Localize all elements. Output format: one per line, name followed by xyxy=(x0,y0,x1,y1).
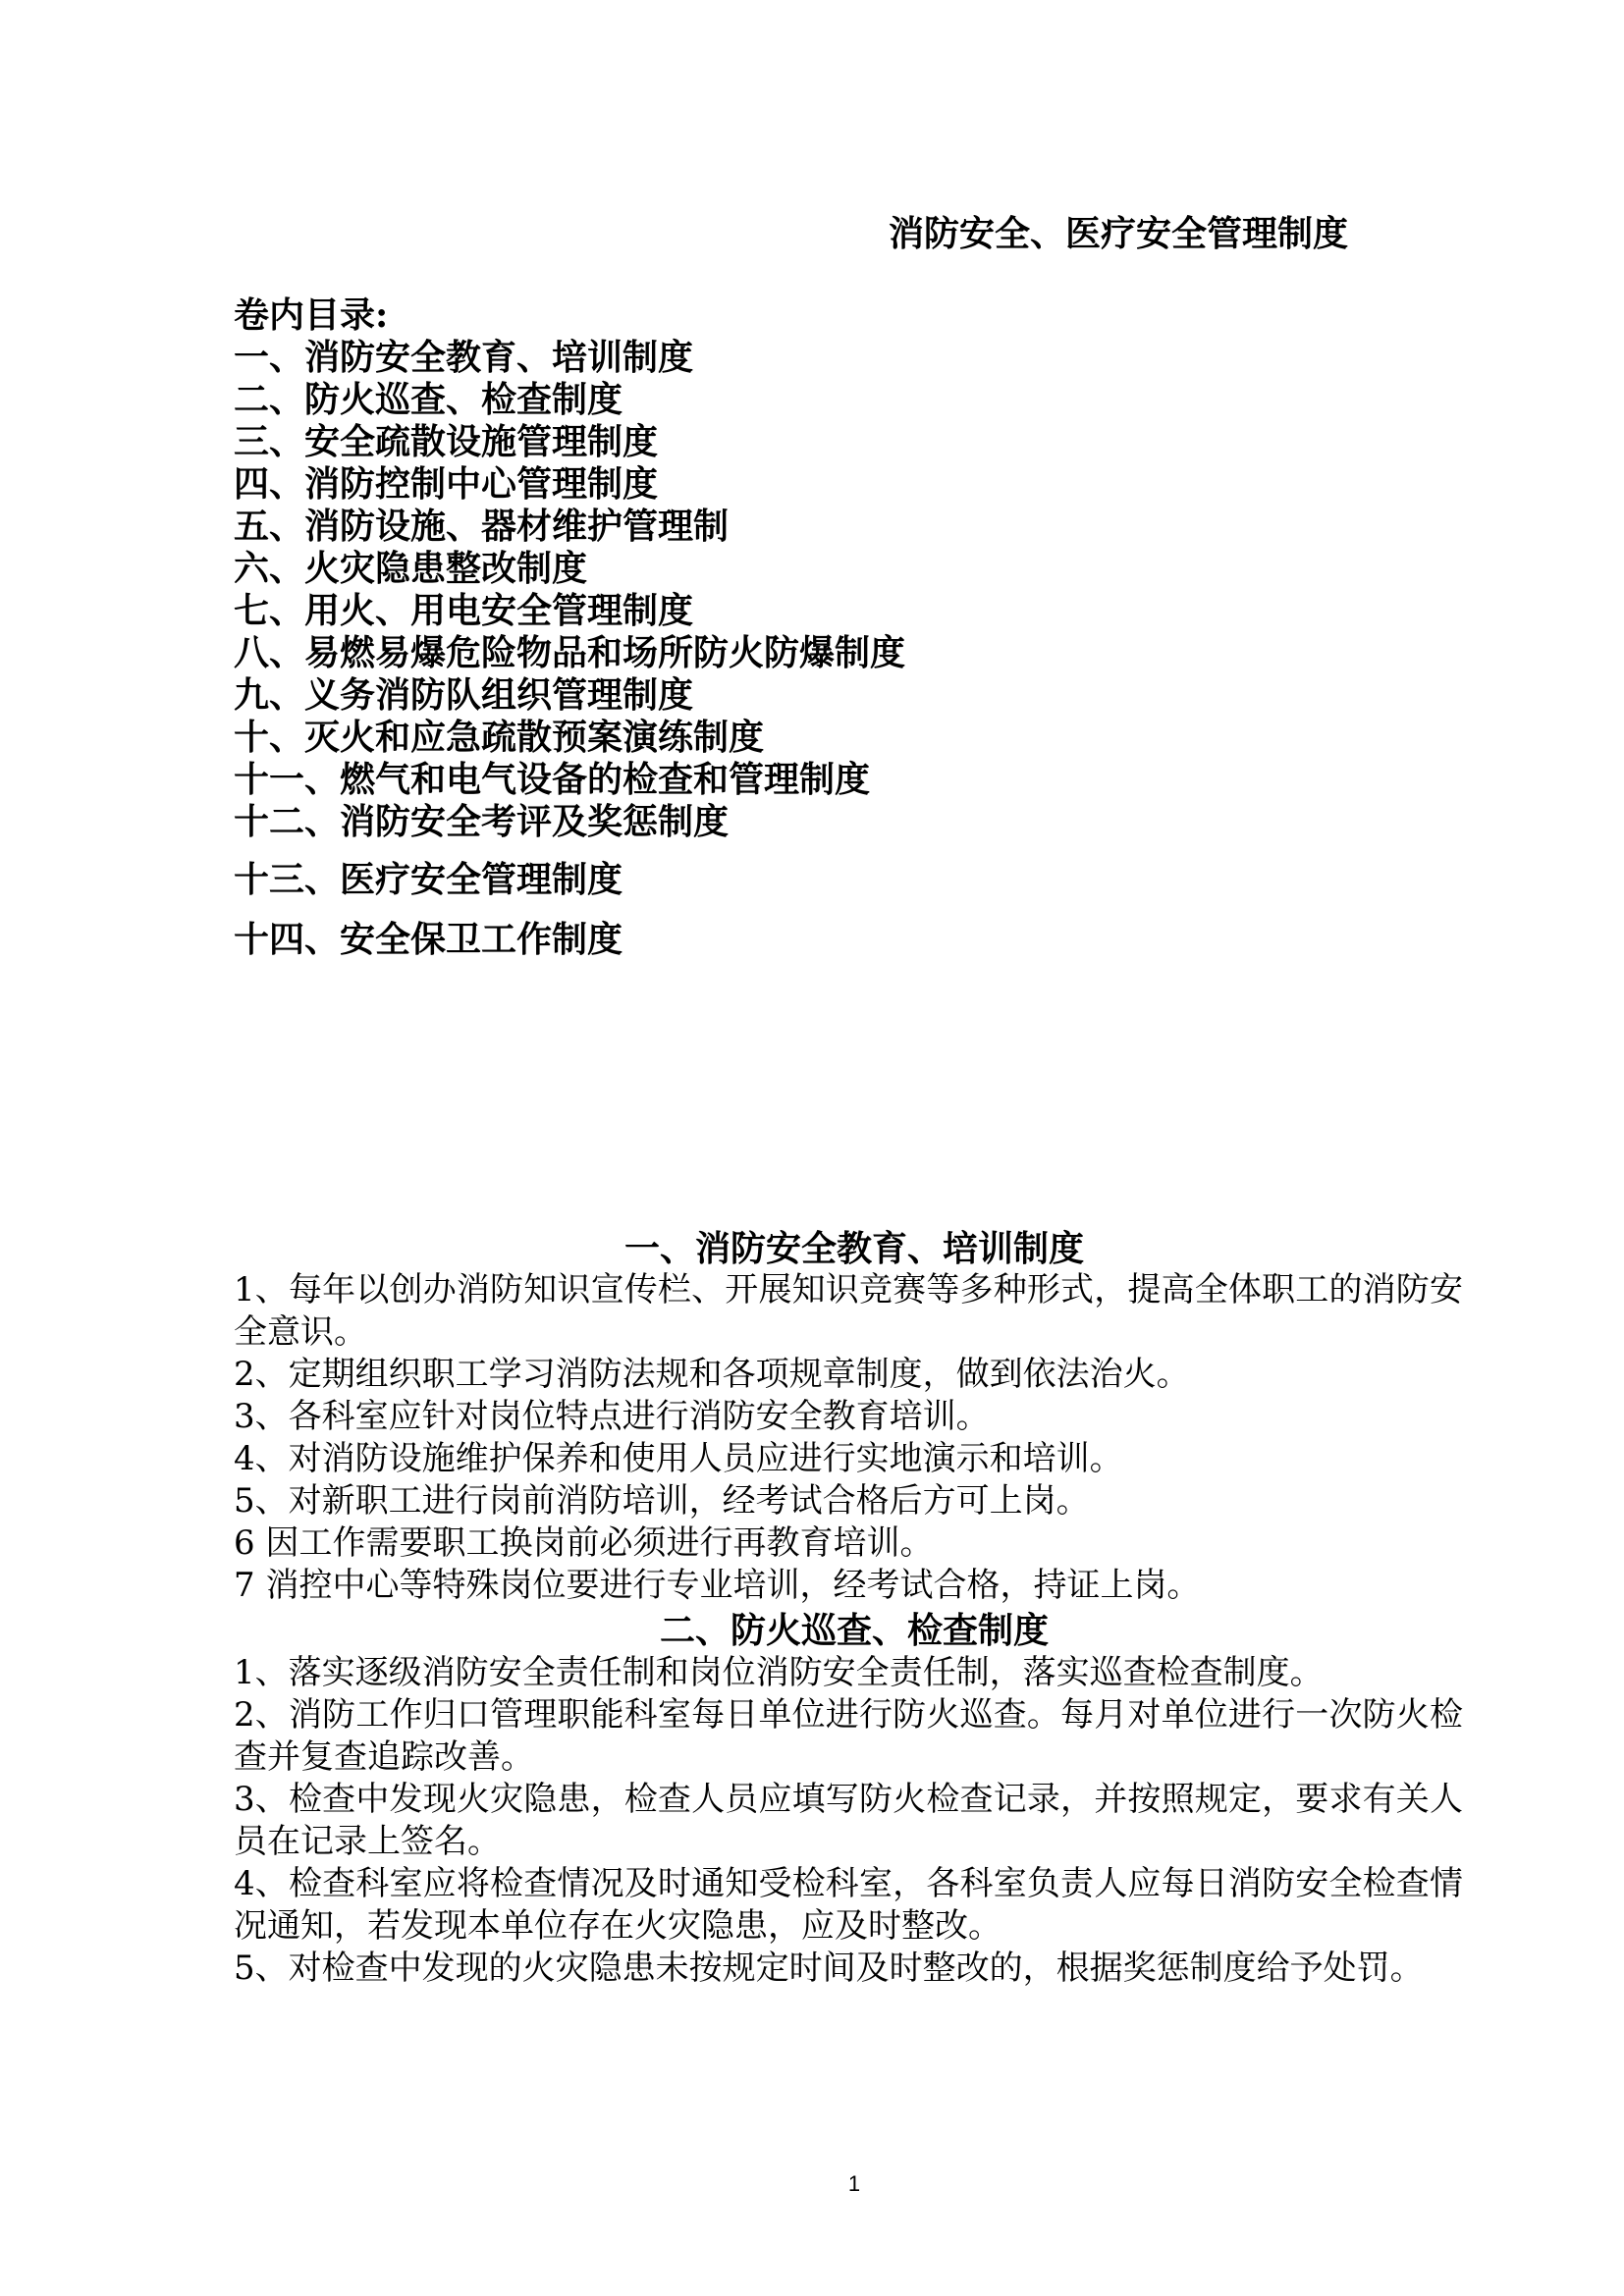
section-body-fire-patrol xyxy=(234,1652,1463,1990)
paragraph: 2、定期组织职工学习消防法规和各项规章制度，做到依法治火。 xyxy=(234,1355,1190,1394)
section-title-fire-patrol: 二、防火巡查、检查制度 xyxy=(659,1610,1049,1651)
section-body-fire-education xyxy=(234,1269,1463,1607)
table-of-contents xyxy=(234,294,1412,961)
paragraph: 2、消防工作归口管理职能科室每日单位进行防火巡查。每月对单位进行一次防火检查并复查追踪改善。 xyxy=(234,1695,1463,1777)
paragraph: 6 因工作需要职工换岗前必须进行再教育培训。 xyxy=(234,1523,934,1563)
toc-item: 一、消防安全教育、培训制度 xyxy=(234,337,694,378)
toc-heading: 卷内目录: xyxy=(234,294,389,336)
toc-item: 五、消防设施、器材维护管理制 xyxy=(234,506,730,547)
toc-item: 十三、医疗安全管理制度 xyxy=(234,859,623,900)
paragraph: 7 消控中心等特殊岗位要进行专业培训，经考试合格，持证上岗。 xyxy=(234,1566,1201,1605)
toc-item: 六、火灾隐患整改制度 xyxy=(234,548,588,589)
paragraph: 1、落实逐级消防安全责任制和岗位消防安全责任制，落实巡查检查制度。 xyxy=(234,1653,1324,1692)
toc-item: 八、易燃易爆危险物品和场所防火防爆制度 xyxy=(234,632,906,673)
toc-item: 三、安全疏散设施管理制度 xyxy=(234,421,659,462)
toc-item: 十四、安全保卫工作制度 xyxy=(234,919,623,960)
toc-item: 七、用火、用电安全管理制度 xyxy=(234,590,694,631)
paragraph: 5、对新职工进行岗前消防培训，经考试合格后方可上岗。 xyxy=(234,1481,1090,1521)
document-title: 消防安全、医疗安全管理制度 xyxy=(889,213,1349,254)
page-number: 1 xyxy=(847,2171,861,2196)
paragraph: 1、每年以创办消防知识宣传栏、开展知识竞赛等多种形式，提高全体职工的消防安全意识。 xyxy=(234,1270,1463,1352)
toc-item: 十、灭火和应急疏散预案演练制度 xyxy=(234,717,765,758)
toc-item: 四、消防控制中心管理制度 xyxy=(234,463,659,505)
toc-item: 十二、消防安全考评及奖惩制度 xyxy=(234,801,730,842)
paragraph: 4、对消防设施维护保养和使用人员应进行实地演示和培训。 xyxy=(234,1439,1123,1478)
toc-item: 十一、燃气和电气设备的检查和管理制度 xyxy=(234,759,871,800)
toc-item: 二、防火巡查、检查制度 xyxy=(234,379,623,420)
section-title-fire-education: 一、消防安全教育、培训制度 xyxy=(623,1228,1084,1269)
toc-item: 九、义务消防队组织管理制度 xyxy=(234,674,694,716)
paragraph: 3、检查中发现火灾隐患，检查人员应填写防火检查记录，并按照规定，要求有关人员在记录上签名。 xyxy=(234,1780,1463,1861)
paragraph: 4、检查科室应将检查情况及时通知受检科室，各科室负责人应每日消防安全检查情况通知，若发现本单位存在火灾隐患，应及时整改。 xyxy=(234,1864,1463,1946)
paragraph: 5、对检查中发现的火灾隐患未按规定时间及时整改的，根据奖惩制度给予处罚。 xyxy=(234,1949,1424,1988)
paragraph: 3、各科室应针对岗位特点进行消防安全教育培训。 xyxy=(234,1397,990,1436)
